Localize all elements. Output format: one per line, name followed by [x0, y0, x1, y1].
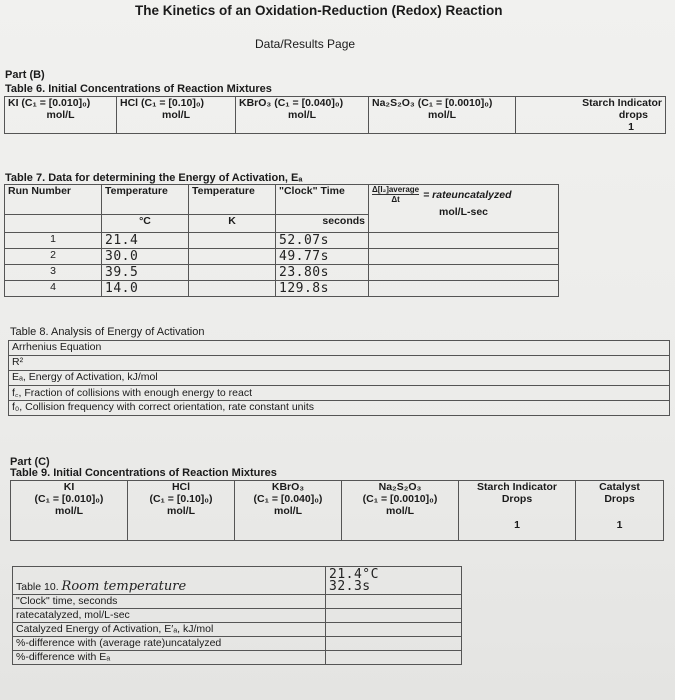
table-row: 1 21.4 52.07s — [5, 233, 559, 249]
table-row: 4 14.0 129.8s — [5, 281, 559, 297]
table7-header-temp-c: Temperature — [102, 185, 189, 215]
table6 — [4, 96, 666, 134]
run1-time: 52.07s — [276, 233, 369, 249]
table8-row-ea: Eₐ, Energy of Activation, kJ/mol — [9, 371, 670, 386]
table7: Run Number Temperature Temperature "Clock" Time Δ[I₂]average Δt = rateuncatalyzed mol/L-sec °C K seconds 1 21.4 52.07s 2 30.0 49.77s 3 39.5 23.80s 4 14.0 129.8s — [4, 184, 559, 297]
run2-temp: 30.0 — [102, 249, 189, 265]
table-row: Catalyzed Energy of Activation, E′ₐ, kJ/mol — [13, 623, 462, 637]
table8-caption: Table 8. Analysis of Energy of Activation — [10, 326, 205, 338]
run3-temp: 39.5 — [102, 265, 189, 281]
page-subtitle: Data/Results Page — [255, 37, 356, 51]
table6-col-hcl: HCl (C₁ = [0.10]₀) mol/L — [117, 97, 236, 134]
table10-caption-handwritten: Room temperature — [61, 579, 187, 594]
table6-col-ki: KI (C₁ = [0.010]₀) mol/L — [5, 97, 117, 134]
table10 — [12, 566, 462, 665]
table10-caption: Table 10. — [16, 581, 59, 593]
table9-col-hcl: HCl (C₁ = [0.10]₀) mol/L — [128, 481, 235, 541]
table7-caption: Table 7. Data for determining the Energy of Activation, Eₐ — [5, 172, 303, 184]
table7-header-temp-k: Temperature — [189, 185, 276, 215]
page-title: The Kinetics of an Oxidation-Reduction (Redox) Reaction — [135, 3, 503, 18]
run4-temp: 14.0 — [102, 281, 189, 297]
table9-col-starch: Starch Indicator Drops 1 — [459, 481, 576, 541]
table9-col-ki: KI (C₁ = [0.010]₀) mol/L — [11, 481, 128, 541]
table8 — [8, 340, 670, 416]
table-row: %-difference with (average rate)uncatalyzed — [13, 637, 462, 651]
table9-col-na2s2o3: Na₂S₂O₃ (C₁ = [0.0010]₀) mol/L — [342, 481, 459, 541]
table9-caption: Table 9. Initial Concentrations of Reaction Mixtures — [10, 467, 277, 479]
table7-header-rate: Δ[I₂]average Δt = rateuncatalyzed mol/L-sec — [369, 185, 559, 233]
table9-catalyst-value: 1 — [616, 519, 623, 531]
table8-row-r2: R² — [9, 356, 670, 371]
table8-row-arrhenius: Arrhenius Equation — [9, 341, 670, 356]
table7-header-run: Run Number — [5, 185, 102, 215]
table9-col-kbro3: KBrO₃ (C₁ = [0.040]₀) mol/L — [235, 481, 342, 541]
table-row: %-difference with Eₐ — [13, 651, 462, 665]
handwritten-room-temp: 21.4°C — [329, 567, 379, 582]
table8-row-fo: f₀, Collision frequency with correct orientation, rate constant units — [9, 401, 670, 416]
run2-time: 49.77s — [276, 249, 369, 265]
table6-starch-value: 1 — [628, 121, 634, 133]
run1-temp: 21.4 — [102, 233, 189, 249]
table-row: ratecatalyzed, mol/L-sec — [13, 609, 462, 623]
part-b-label: Part (B) — [5, 69, 45, 81]
table6-col-na2s2o3: Na₂S₂O₃ (C₁ = [0.0010]₀) mol/L — [369, 97, 516, 134]
table7-header-clock: "Clock" Time — [276, 185, 369, 215]
run3-time: 23.80s — [276, 265, 369, 281]
table-row: 2 30.0 49.77s — [5, 249, 559, 265]
table9-starch-value: 1 — [514, 519, 520, 531]
table-row: "Clock" time, seconds — [13, 595, 462, 609]
table6-col-starch: Starch Indicator drops 1 — [516, 97, 666, 134]
table6-caption: Table 6. Initial Concentrations of Reaction Mixtures — [5, 83, 272, 95]
table6-col-kbro3: KBrO₃ (C₁ = [0.040]₀) mol/L — [236, 97, 369, 134]
table8-row-fc: f꜀, Fraction of collisions with enough energy to react — [9, 386, 670, 401]
table9 — [10, 480, 664, 541]
run4-time: 129.8s — [276, 281, 369, 297]
handwritten-catalyzed-time: 32.3s — [329, 579, 371, 594]
table10-caption-cell — [13, 567, 326, 595]
table9-col-catalyst: Catalyst Drops 1 — [576, 481, 664, 541]
part-c-label: Part (C) — [10, 456, 50, 468]
table-row: 3 39.5 23.80s — [5, 265, 559, 281]
